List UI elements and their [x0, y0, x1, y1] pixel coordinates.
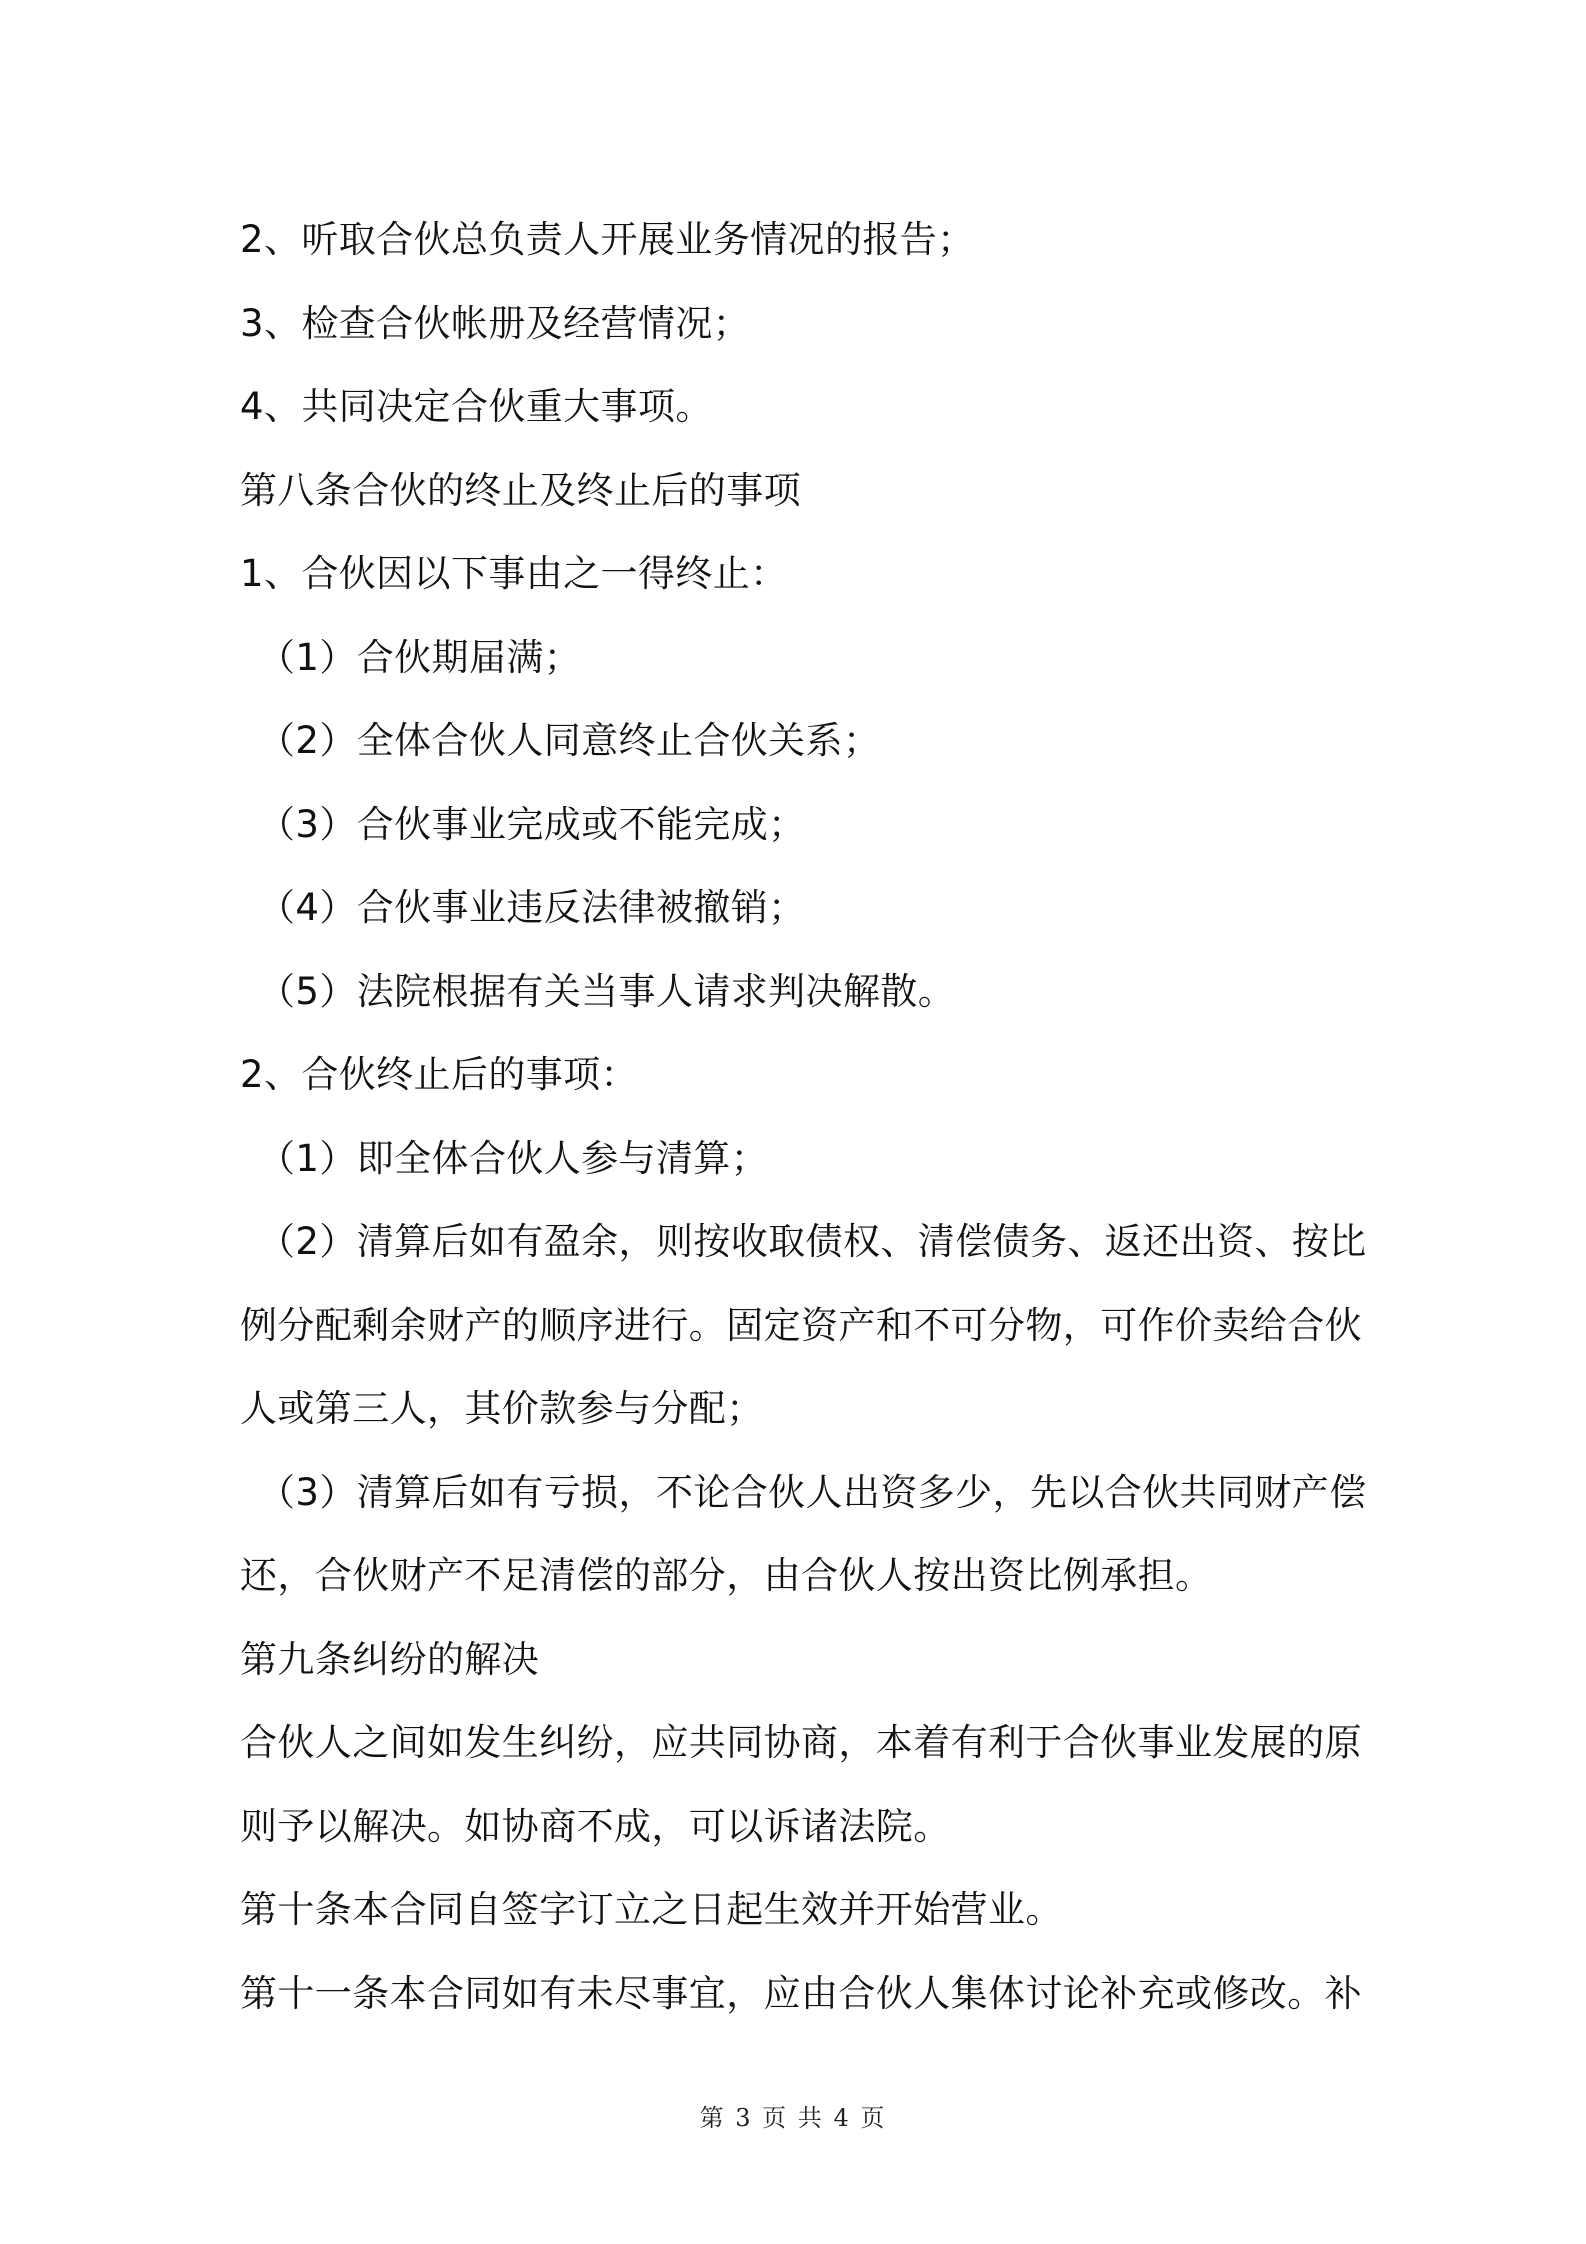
paragraph-continuation: 例分配剩余财产的顺序进行。固定资产和不可分物，可作价卖给合伙 — [240, 1303, 1362, 1347]
clause-line: 4、共同决定合伙重大事项。 — [240, 385, 713, 428]
clause-line: 3、检查合伙帐册及经营情况； — [240, 301, 751, 345]
article-heading: 第十一条本合同如有未尽事宜，应由合伙人集体讨论补充或修改。补 — [240, 1971, 1362, 2015]
article-heading: 第八条合伙的终止及终止后的事项 — [240, 468, 801, 512]
clause-line: 2、听取合伙总负责人开展业务情况的报告； — [240, 218, 975, 261]
sub-clause-line: （3）清算后如有亏损，不论合伙人出资多少，先以合伙共同财产偿 — [258, 1470, 1367, 1514]
sub-clause-line: （4）合伙事业违反法律被撤销； — [258, 886, 806, 929]
clause-line: 1、合伙因以下事由之一得终止： — [240, 552, 788, 595]
article-heading: 第十条本合同自签字订立之日起生效并开始营业。 — [240, 1888, 1063, 1931]
article-heading: 第九条纠纷的解决 — [240, 1637, 540, 1681]
page-number-footer: 第 3 页 共 4 页 — [699, 2104, 887, 2132]
sub-clause-line: （3）合伙事业完成或不能完成； — [258, 802, 806, 846]
sub-clause-line: （2）清算后如有盈余，则按收取债权、清偿债务、返还出资、按比 — [258, 1220, 1367, 1263]
sub-clause-line: （1）合伙期届满； — [258, 635, 582, 679]
paragraph-continuation: 人或第三人，其价款参与分配； — [240, 1387, 764, 1430]
paragraph-continuation: 则予以解决。如协商不成，可以诉诸法院。 — [240, 1804, 951, 1848]
sub-clause-line: （1）即全体合伙人参与清算； — [258, 1136, 769, 1180]
sub-clause-line: （2）全体合伙人同意终止合伙关系； — [258, 719, 881, 762]
paragraph-line: 合伙人之间如发生纠纷，应共同协商，本着有利于合伙事业发展的原 — [240, 1721, 1362, 1764]
clause-line: 2、合伙终止后的事项： — [240, 1053, 638, 1096]
paragraph-continuation: 还，合伙财产不足清偿的部分，由合伙人按出资比例承担。 — [240, 1554, 1213, 1597]
document-body — [240, 198, 1367, 2035]
sub-clause-line: （5）法院根据有关当事人请求判决解散。 — [258, 969, 956, 1013]
